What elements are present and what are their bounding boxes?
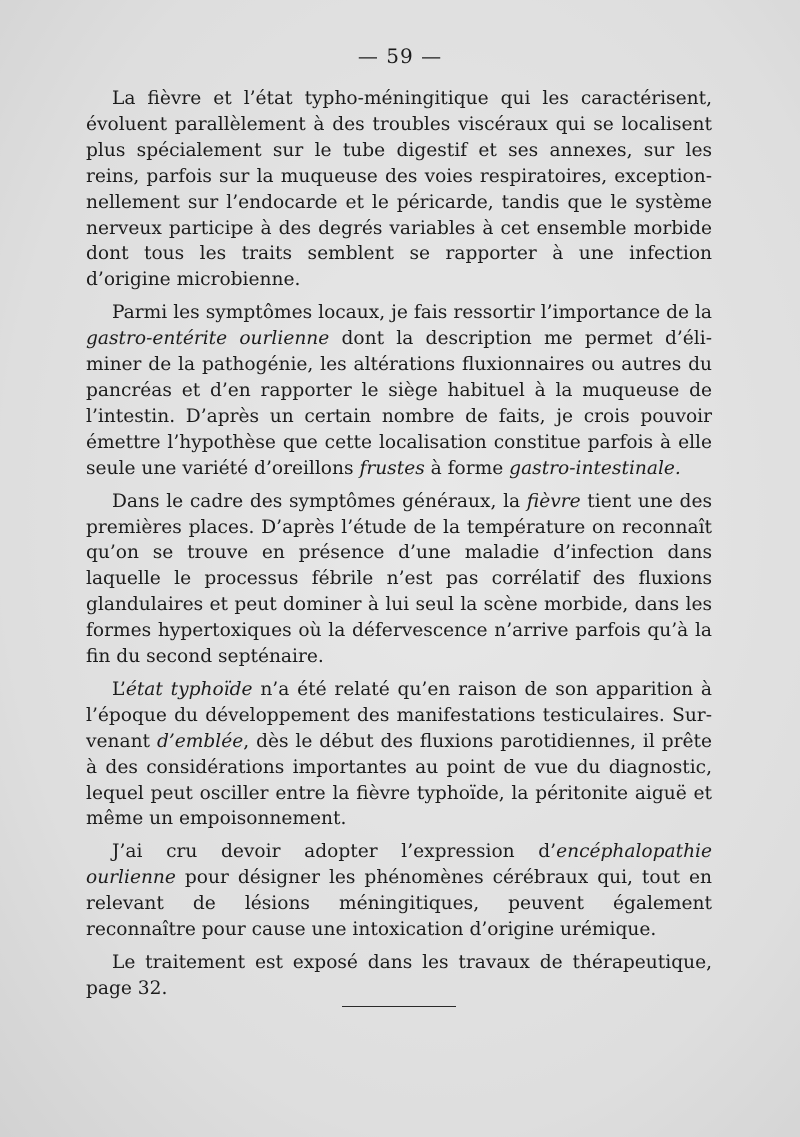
italic-phrase: encéphalopathie ourlienne xyxy=(86,841,712,889)
text-run: dont la description me permet d’éliminer de la pathogénie, les altérations fluxionnaires ou autres du pancréas et d’en rapporter le siège habituel à la muqueuse de l’intestin. D’après un certain nombre de faits, je crois pouvoir émettre l’hypothèse que cette localisation constitue parfois à elle seule une variété d’oreillons xyxy=(86,328,712,479)
paragraph xyxy=(86,489,712,670)
paragraph xyxy=(86,300,712,481)
italic-phrase: gastro-entérite ourlienne xyxy=(86,328,330,350)
text-run: tient une des premières places. D’après l’étude de la température on reconnaît qu’on se trouve en présence d’une maladie d’infection dans laquelle le processus fébrile n’est pas corrélatif des fluxions glandulaires et peut dominer à lui seul la scène morbide, dans les formes hypertoxiques où la défervescence n’arrive parfois qu’à la fin du second septénaire. xyxy=(86,490,712,668)
paragraph xyxy=(86,677,712,832)
paragraph xyxy=(86,86,712,293)
italic-phrase: d’emblée xyxy=(156,730,244,752)
italic-phrase: état typhoïde xyxy=(125,678,253,700)
italic-phrase: fièvre xyxy=(526,490,581,512)
text-run: La fièvre et l’état typho-méningitique qui les caractérisent, évoluent parallèlement à des troubles viscéraux qui se localisent plus spécialement sur le tube digestif et ses annexes, sur les reins, parfois sur la muqueuse des voies respiratoires, exceptionnellement sur l’endocarde et le péricarde, tandis que le système nerveux participe à des degrés variables à cet ensemble morbide dont tous les traits semblent se rapporter à une infection d’origine microbienne. xyxy=(86,88,712,291)
text-run: à forme xyxy=(424,457,510,479)
body-text xyxy=(86,86,712,1009)
text-run: Dans le cadre des symptômes généraux, la xyxy=(112,490,527,512)
paragraph xyxy=(86,839,712,943)
text-run: Le traitement est exposé dans les travaux de thérapeutique, page 32. xyxy=(86,952,712,999)
closing-rule xyxy=(342,1006,456,1007)
page-number: — 59 — xyxy=(357,44,443,68)
text-run: Parmi les symptômes locaux, je fais ressortir l’importance de la xyxy=(112,302,712,324)
italic-phrase: frustes xyxy=(359,457,425,479)
text-run: L’ xyxy=(112,678,126,700)
text-run: , dès le début des fluxions parotidiennes, il prête à des considérations importantes au point de vue du diagnostic, lequel peut osciller entre la fièvre typhoïde, la péritonite aiguë et même un empoisonnement. xyxy=(86,730,712,830)
italic-phrase: gastro-intestinale. xyxy=(509,457,681,479)
text-run: n’a été relaté qu’en raison de son apparition à l’époque du développement des manifestations testiculaires. Survenant xyxy=(86,678,712,752)
text-run: pour désigner les phénomènes cérébraux qui, tout en relevant de lésions méningitiques, peuvent également reconnaître pour cause une intoxication d’origine urémique. xyxy=(86,867,712,941)
text-run: J’ai cru devoir adopter l’expression d’ xyxy=(112,841,557,863)
paragraph xyxy=(86,950,712,1002)
